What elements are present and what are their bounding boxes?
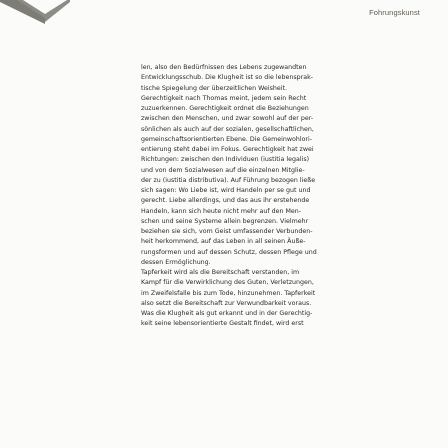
running-header: Fohrungskunst (369, 8, 420, 17)
text-line: Richtungen: zwischen den Individuen (iustitia legalis) (141, 156, 310, 164)
text-line: keit seine lebensorientierte Gestalt findet, wird erst (141, 320, 304, 328)
text-line: rungsformen und auf dessen Schutz, dessen Pflege und (141, 248, 317, 256)
text-line: Was die Klugheit als gut erkannt und in der Gerechtig- (141, 310, 313, 317)
text-line: Gerechtigkeit nach Thomas meint, jedem sein Recht (141, 94, 307, 102)
text-line: Kampf für die Verwirklichung des Guten, Verletzungen, (141, 279, 314, 287)
text-line: beziehen sie sich, vom Geist umfassender Verbunden- (141, 228, 313, 235)
body-text (141, 63, 409, 330)
text-line: heit herkommend, auf das Leben in all seinen Äuße- (141, 238, 306, 246)
text-line: sich sagen: Wo Liebe ist, wird Handeln per se gut und (141, 187, 311, 194)
text-line: entierung steht dabei im Fokus. Gerechtigkeit hat zwei (141, 146, 314, 153)
text-line: im Zweifelsfalle bis zum Tode, hinzunehmen. Tapferkeit (141, 289, 316, 297)
paragraph (141, 268, 409, 330)
text-line: schen und seine Systeme allein begrenzen. Vielmehr (141, 217, 309, 225)
text-line: also setzt die Bereitschaft zur Verwundbarkeit voraus. (141, 299, 312, 307)
paragraph (141, 63, 409, 268)
text-line: gemeinschaftsorientierten Ebene. Die Gemeinwohlori- (141, 135, 313, 143)
text-line: Handeln, kann sich heute nicht mehr auf den Men- (141, 207, 302, 215)
text-line: und von dem Sozialwesen auf die einzelnen Mitglie- (141, 166, 305, 174)
text-line: gerecht. Liebe allerdings, und das aus ihr erstehende (141, 197, 310, 205)
chapter-chevron-icon (0, 0, 70, 30)
text-line: Tapferkeit wird als die Bereitschaft verstanden, im (141, 269, 300, 276)
text-line: sönlichen als auch auf der sozialen, gesellschaftlichen, (141, 125, 314, 133)
text-line: len, also den Bedürfnissen des Lebens zugewandten (141, 64, 307, 71)
text-line: Entwicklungsschub. Die Klugheit ist so die lebensprak- (141, 74, 313, 82)
text-line: zwischen den Menschen, und zwar sowohl auf der per- (141, 115, 314, 123)
text-line: der zu (iustitia distributiva). Auf Führung bezogen ließe (141, 176, 316, 184)
text-line: zuzuerkennen. Gerechtigkeit ordnet die Beziehungen (141, 105, 309, 112)
text-line: tische Spiegelung der überzeitlichen Weisheit. (141, 84, 288, 92)
text-line: dessen Ermöglichung. (141, 258, 211, 266)
